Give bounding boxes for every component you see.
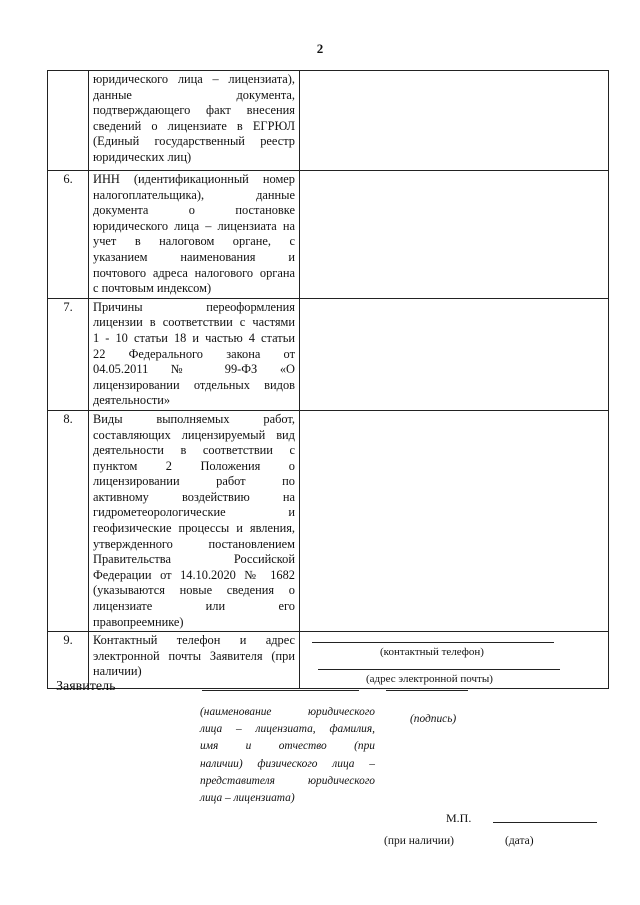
text-line: почтового адреса налогового органа: [93, 265, 295, 280]
email-caption: (адрес электронной почты): [366, 673, 493, 686]
note-line: (наименование юридического: [200, 706, 375, 718]
page-number: 2: [316, 41, 324, 56]
text-line: налогоплательщика), данные: [93, 187, 295, 202]
stamp-label: М.П.: [446, 811, 472, 825]
text-line: (Единый государственный реестр: [93, 134, 295, 149]
row-value-field[interactable]: [300, 632, 609, 689]
name-line: [202, 690, 359, 691]
text-line: деятельности»: [93, 393, 171, 408]
text-line: 04.05.2011 № 99-ФЗ «О: [93, 362, 295, 377]
text-line: Виды выполняемых работ,: [93, 411, 295, 426]
text-line: составляющих лицензируемый вид: [93, 427, 295, 442]
table-row: [48, 171, 609, 299]
text-line: данные документа,: [93, 87, 295, 102]
name-note: [200, 704, 375, 807]
text-line: наличии): [93, 664, 142, 679]
text-line: лицензиате или его: [93, 599, 295, 614]
row-number: 7.: [48, 298, 89, 410]
text-line: учет в налоговом органе, с: [93, 234, 295, 249]
text-line: юридического лица – лицензиата на: [93, 218, 295, 233]
text-line: утвержденного постановлением: [93, 536, 295, 551]
text-line: правопреемнике): [93, 614, 184, 629]
row-description: [89, 71, 300, 171]
text-line: Правительства Российской: [93, 552, 295, 567]
note-line: лица – лицензиата): [200, 792, 295, 805]
table-row: [48, 410, 609, 631]
text-line: 1 - 10 статьи 18 и частью 4 статьи: [93, 330, 295, 345]
email-line[interactable]: [318, 669, 560, 670]
row-description: [89, 410, 300, 631]
row-number: [48, 71, 89, 171]
text-line: сведений о лицензиате в ЕГРЮЛ: [93, 118, 295, 133]
table-row: [48, 632, 609, 689]
text-line: лицензировании работ по: [93, 474, 295, 489]
text-line: Контактный телефон и адрес: [93, 633, 295, 648]
row-value-field[interactable]: [300, 298, 609, 410]
note-line: представителя юридического: [200, 774, 375, 787]
application-table: [47, 70, 609, 689]
text-line: электронной почты Заявителя (при: [93, 648, 295, 663]
text-line: активному воздействию на: [93, 489, 295, 504]
row-value-field[interactable]: [300, 410, 609, 631]
note-line: лица – лицензиата, фамилия,: [200, 723, 375, 736]
text-line: документа о постановке: [93, 203, 295, 218]
text-line: юридического лица – лицензиата),: [93, 72, 295, 86]
date-line: [493, 822, 597, 823]
text-line: 22 Федерального закона от: [93, 346, 295, 361]
row-number: 9.: [48, 632, 89, 689]
row-value-field[interactable]: [300, 71, 609, 171]
contact-block: [304, 633, 604, 687]
signature-note: (подпись): [410, 713, 457, 725]
row-number: 6.: [48, 171, 89, 299]
applicant-label: Заявитель: [56, 679, 116, 694]
text-line: геофизические процессы и явления,: [93, 521, 295, 536]
text-line: ИНН (идентификационный номер: [93, 172, 295, 186]
date-note: (дата): [505, 835, 534, 847]
text-line: пунктом 2 Положения о: [93, 458, 295, 473]
text-line: гидрометеорологические и: [93, 505, 295, 520]
phone-line[interactable]: [312, 642, 554, 643]
text-line: (указываются новые сведения о: [93, 583, 295, 598]
row-number: 8.: [48, 410, 89, 631]
text-line: лицензировании отдельных видов: [93, 377, 295, 392]
table-row: [48, 71, 609, 171]
row-description: [89, 632, 300, 689]
stamp-note: (при наличии): [384, 835, 454, 847]
text-line: деятельности в соответствии с: [93, 443, 295, 458]
text-line: лицензии в соответствии с частями: [93, 315, 295, 330]
text-line: Федерации от 14.10.2020 № 1682: [93, 567, 295, 582]
text-line: с почтовым индексом): [93, 281, 212, 296]
phone-caption: (контактный телефон): [380, 646, 484, 659]
text-line: Причины переоформления: [93, 299, 295, 314]
note-line: наличии) физического лица –: [200, 757, 375, 770]
note-line: имя и отчество (при: [200, 740, 375, 753]
table-row: [48, 298, 609, 410]
text-line: подтверждающего факт внесения: [93, 103, 295, 118]
signature-line: [386, 690, 468, 691]
row-description: [89, 171, 300, 299]
text-line: указанием наименования и: [93, 249, 295, 264]
row-value-field[interactable]: [300, 171, 609, 299]
row-description: [89, 298, 300, 410]
text-line: юридических лиц): [93, 149, 192, 164]
